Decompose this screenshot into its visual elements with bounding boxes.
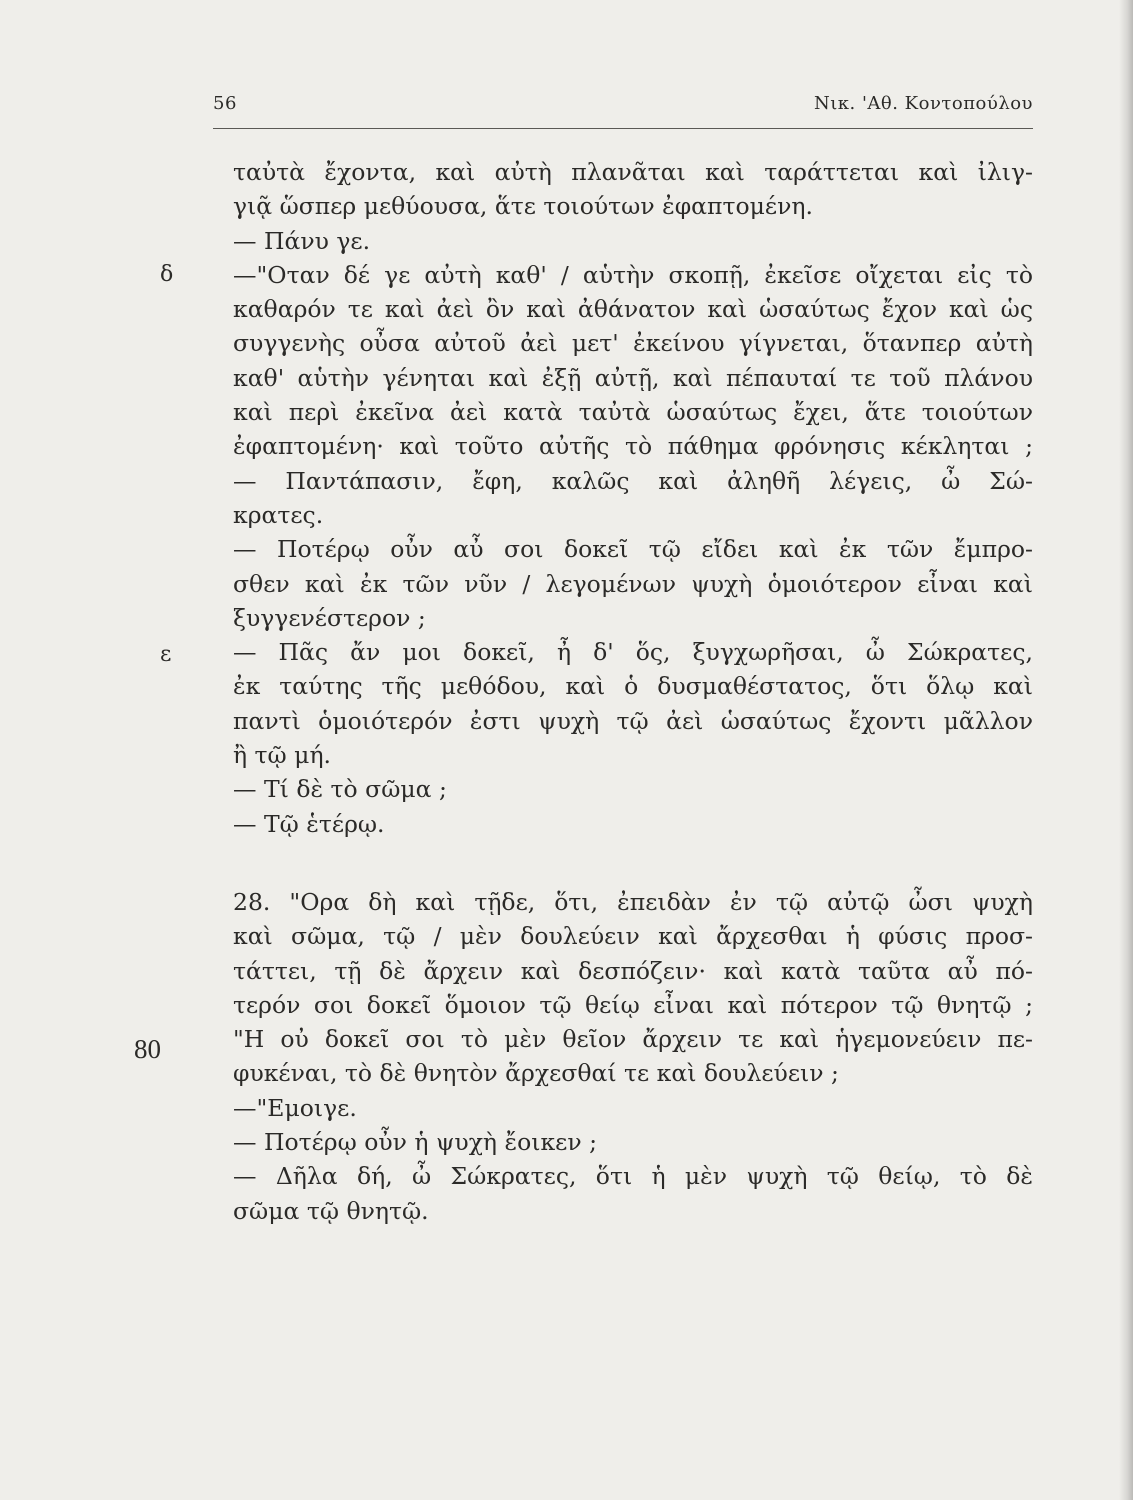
- text-line-27: φυκέναι, τὸ δὲ θνητὸν ἄρχεσθαί τε καὶ δουλεύειν ;: [233, 1059, 839, 1088]
- text-line-4: —"Οταν δέ γε αὐτὴ καθ' / αὑτὴν σκοπῇ, ἐκεῖσε οἴχεται εἰς τὸ: [233, 260, 1033, 289]
- text-line-12: — Ποτέρῳ οὖν αὖ σοι δοκεῖ τῷ εἴδει καὶ ἐκ τῶν ἔμπρο-: [233, 535, 1033, 564]
- text-line-25: τερόν σοι δοκεῖ ὅμοιον τῷ θείῳ εἶναι καὶ πότερον τῷ θνητῷ ;: [233, 990, 1033, 1019]
- margin-marker-delta: δ: [160, 262, 174, 287]
- text-line-22: 28. "Ορα δὴ καὶ τῇδε, ὅτι, ἐπειδὰν ἐν τῷ αὐτῷ ὦσι ψυχὴ: [233, 887, 1033, 916]
- text-line-19: — Τί δὲ τὸ σῶμα ;: [233, 775, 447, 804]
- text-line-15: — Πᾶς ἄν μοι δοκεῖ, ἦ δ' ὅς, ξυγχωρῆσαι, ὦ Σώκρατες,: [233, 638, 1033, 667]
- text-line-26: "Η οὐ δοκεῖ σοι τὸ μὲν θεῖον ἄρχειν τε καὶ ἡγεμονεύειν πε-: [233, 1025, 1033, 1054]
- text-line-14: ξυγγενέστερον ;: [233, 603, 426, 632]
- text-line-17: παντὶ ὁμοιότερόν ἐστι ψυχὴ τῷ ἀεὶ ὡσαύτως ἔχοντι μᾶλλον: [233, 706, 1033, 735]
- page-number: 56: [213, 93, 237, 114]
- text-line-13: σθεν καὶ ἐκ τῶν νῦν / λεγομένων ψυχὴ ὁμοιότερον εἶναι καὶ: [233, 569, 1033, 598]
- text-line-16: ἐκ ταύτης τῆς μεθόδου, καὶ ὁ δυσμαθέστατος, ὅτι ὅλῳ καὶ: [233, 672, 1033, 701]
- page-header: [213, 93, 1033, 123]
- text-line-30: — Δῆλα δή, ὦ Σώκρατες, ὅτι ἡ μὲν ψυχὴ τῷ θείῳ, τὸ δὲ: [233, 1162, 1033, 1191]
- section-gap: [233, 841, 1033, 885]
- text-line-24: τάττει, τῇ δὲ ἄρχειν καὶ δεσπόζειν· καὶ κατὰ ταῦτα αὖ πό-: [233, 956, 1033, 985]
- header-rule: [213, 128, 1033, 129]
- text-line-18: ἢ τῷ μή.: [233, 741, 332, 770]
- text-line-29: — Ποτέρῳ οὖν ἡ ψυχὴ ἔοικεν ;: [233, 1128, 597, 1157]
- margin-marker-80: 80: [134, 1034, 161, 1064]
- running-head: Νικ. 'Αθ. Κοντοπούλου: [813, 93, 1033, 114]
- margin-marker-epsilon: ε: [160, 642, 172, 667]
- text-line-6: συγγενὴς οὖσα αὐτοῦ ἀεὶ μετ' ἐκείνου γίγνεται, ὅτανπερ αὐτὴ: [233, 329, 1033, 358]
- text-line-9: ἐφαπτομένη· καὶ τοῦτο αὐτῆς τὸ πάθημα φρόνησις κέκληται ;: [233, 432, 1033, 461]
- text-line-20: — Τῷ ἑτέρῳ.: [233, 809, 385, 838]
- text-line-2: γιᾷ ὥσπερ μεθύουσα, ἅτε τοιούτων ἐφαπτομένη.: [233, 192, 813, 221]
- text-line-8: καὶ περὶ ἐκεῖνα ἀεὶ κατὰ ταὐτὰ ὡσαύτως ἔχει, ἅτε τοιούτων: [233, 398, 1033, 427]
- text-line-11: κρατες.: [233, 500, 324, 529]
- text-line-3: — Πάνυ γε.: [233, 226, 371, 255]
- text-line-10: — Παντάπασιν, ἔφη, καλῶς καὶ ἀληθῆ λέγεις, ὦ Σώ-: [233, 466, 1033, 495]
- page-edge-shadow: [1119, 0, 1133, 1500]
- text-line-31: σῶμα τῷ θνητῷ.: [233, 1196, 429, 1225]
- text-line-28: —"Εμοιγε.: [233, 1093, 357, 1122]
- text-line-1: ταὐτὰ ἔχοντα, καὶ αὐτὴ πλανᾶται καὶ ταράττεται καὶ ἰλιγ-: [233, 158, 1033, 186]
- text-line-5: καθαρόν τε καὶ ἀεὶ ὂν καὶ ἀθάνατον καὶ ὡσαύτως ἔχον καὶ ὡς: [233, 295, 1033, 324]
- text-line-23: καὶ σῶμα, τῷ / μὲν δουλεύειν καὶ ἄρχεσθαι ἡ φύσις προσ-: [233, 922, 1033, 951]
- body-text: [233, 155, 1033, 1228]
- text-line-7: καθ' αὑτὴν γένηται καὶ ἐξῇ αὐτῇ, καὶ πέπαυταί τε τοῦ πλάνου: [233, 363, 1033, 392]
